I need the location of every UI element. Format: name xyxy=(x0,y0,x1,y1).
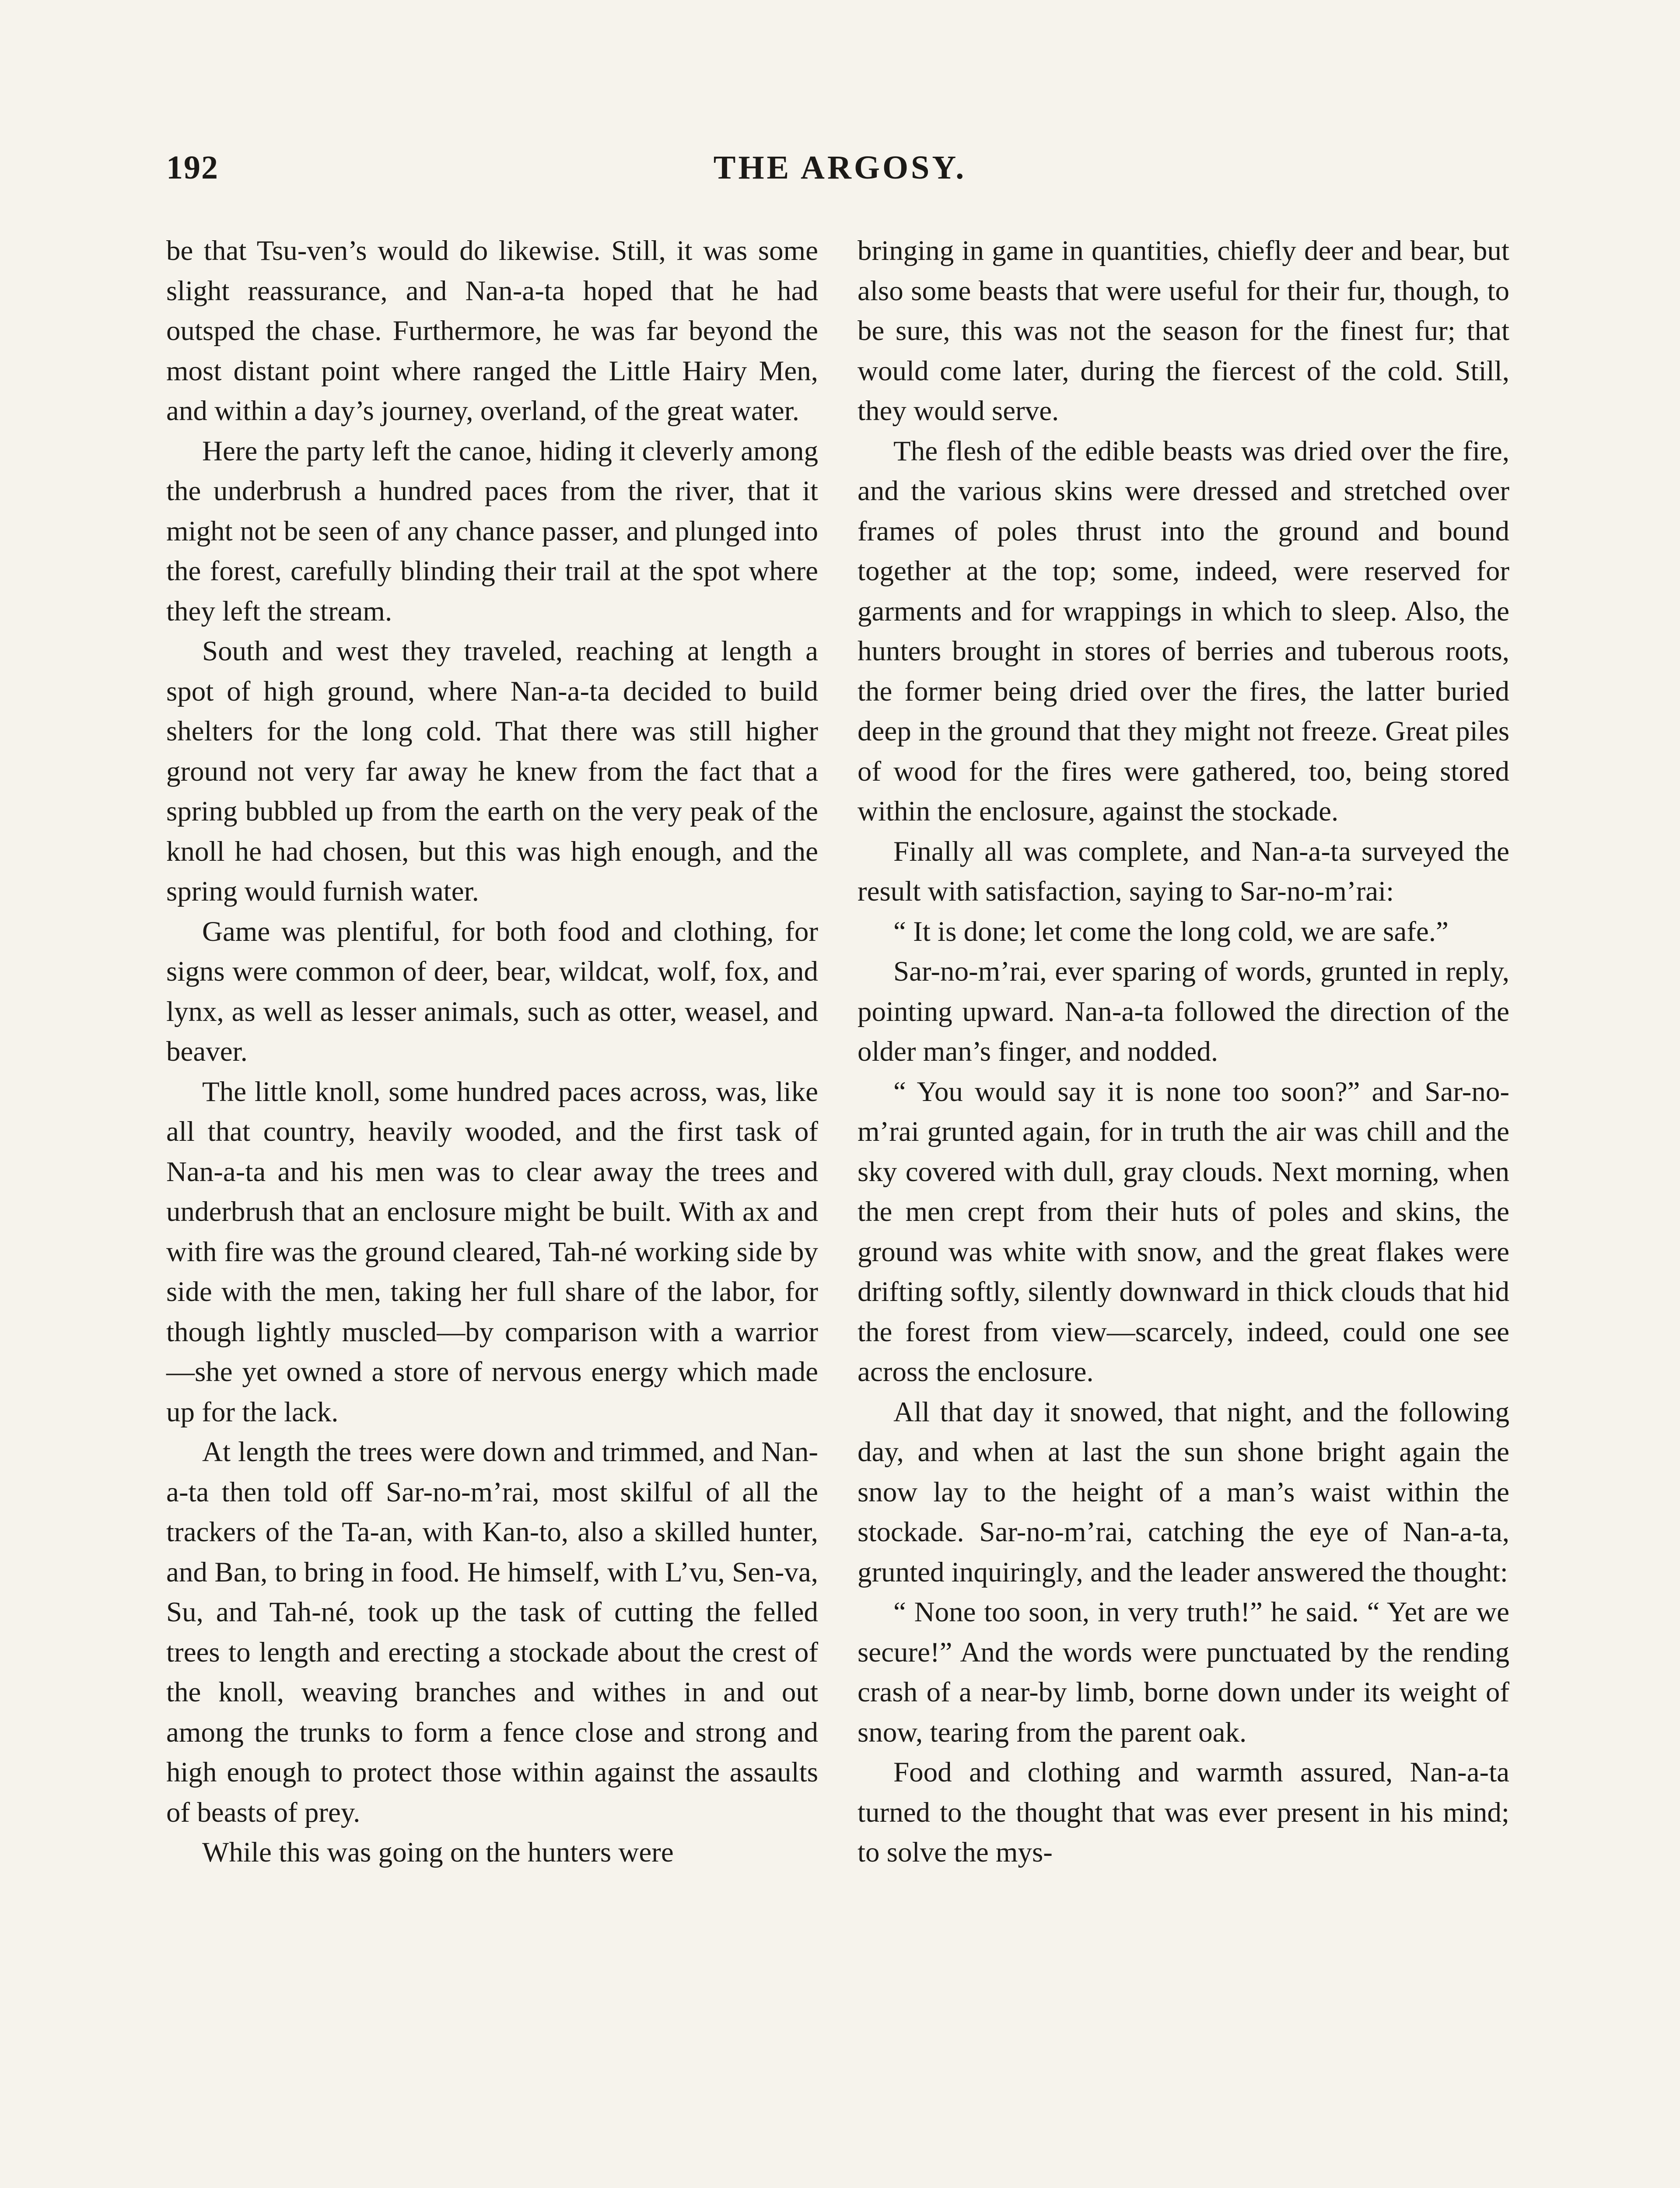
paragraph: While this was going on the hunters were xyxy=(202,1837,674,1868)
paragraph: Food and clothing and warmth assured, Nan-a-ta turned to the thought that was ever present in his mind; to solve the mys- xyxy=(858,1757,1509,1868)
paragraph: All that day it snowed, that night, and the following day, and when at last the sun shone bright again the snow lay to the height of a man’s waist within the stockade. Sar-no-m’rai, catching the eye of Nan-a-ta, grunted inquiringly, and the leader answered the thought: xyxy=(858,1396,1509,1588)
left-column xyxy=(166,231,818,1873)
paragraph: Sar-no-m’rai, ever sparing of words, grunted in reply, pointing upward. Nan-a-ta followed the direction of the older man’s finger, and nodded. xyxy=(858,956,1509,1067)
page-header xyxy=(166,149,1514,201)
running-head: THE ARGOSY. xyxy=(713,149,967,186)
paragraph: “ It is done; let come the long cold, we are safe.” xyxy=(893,915,1449,947)
paragraph: South and west they traveled, reaching at length a spot of high ground, where Nan-a-ta decided to build shelters for the long cold. That there was still higher ground not very far away he knew from the fact that a spring bubbled up from the earth on the very peak of the knoll he had chosen, but this was high enough, and the spring would furnish water. xyxy=(166,635,818,907)
paragraph: Here the party left the canoe, hiding it cleverly among the underbrush a hundred paces from the river, that it might not be seen of any chance passer, and plunged into the forest, carefully blinding their trail at the spot where they left the stream. xyxy=(166,435,818,627)
paragraph: “ You would say it is none too soon?” and Sar-no-m’rai grunted again, for in truth the air was chill and the sky covered with dull, gray clouds. Next morning, when the men crept from their huts of poles and skins, the ground was white with snow, and the great flakes were drifting softly, silently downward in thick clouds that hid the forest from view—scarcely, indeed, could one see across the enclosure. xyxy=(858,1076,1509,1388)
paragraph: “ None too soon, in very truth!” he said. “ Yet are we secure!” And the words were punctuated by the rending crash of a near-by limb, borne down under its weight of snow, tearing from the parent oak. xyxy=(858,1596,1509,1748)
paragraph: Finally all was complete, and Nan-a-ta surveyed the result with satisfaction, saying to Sar-no-m’rai: xyxy=(858,835,1509,907)
paragraph: Game was plentiful, for both food and clothing, for signs were common of deer, bear, wildcat, wolf, fox, and lynx, as well as lesser animals, such as otter, weasel, and beaver. xyxy=(166,915,818,1067)
paragraph: The flesh of the edible beasts was dried over the fire, and the various skins were dressed and stretched over frames of poles thrust into the ground and bound together at the top; some, indeed, were reserved for garments and for wrappings in which to sleep. Also, the hunters brought in stores of berries and tuberous roots, the former being dried over the fires, the latter buried deep in the ground that they might not freeze. Great piles of wood for the fires were gathered, too, being stored within the enclosure, against the stockade. xyxy=(858,435,1509,827)
right-column xyxy=(858,231,1509,1873)
paragraph: bringing in game in quantities, chiefly deer and bear, but also some beasts that were useful for their fur, though, to be sure, this was not the season for the finest fur; that would come later, during the fiercest of the cold. Still, they would serve. xyxy=(858,235,1509,427)
paragraph: The little knoll, some hundred paces across, was, like all that country, heavily wooded, and the first task of Nan-a-ta and his men was to clear away the trees and underbrush that an enclosure might be built. With ax and with fire was the ground cleared, Tah-né working side by side with the men, taking her full share of the labor, for though lightly muscled—by comparison with a warrior—she yet owned a store of nervous energy which made up for the lack. xyxy=(166,1076,818,1428)
page-number: 192 xyxy=(166,149,219,186)
paragraph: At length the trees were down and trimmed, and Nan-a-ta then told off Sar-no-m’rai, most skilful of all the trackers of the Ta-an, with Kan-to, also a skilled hunter, and Ban, to bring in food. He himself, with L’vu, Sen-va, Su, and Tah-né, took up the task of cutting the felled trees to length and erecting a stockade about the crest of the knoll, weaving branches and withes in and out among the trunks to form a fence close and strong and high enough to protect those within against the assaults of beasts of prey. xyxy=(166,1436,818,1828)
paragraph: be that Tsu-ven’s would do likewise. Still, it was some slight reassurance, and Nan-a-ta hoped that he had outsped the chase. Furthermore, he was far beyond the most distant point where ranged the Little Hairy Men, and within a day’s journey, overland, of the great water. xyxy=(166,235,818,427)
